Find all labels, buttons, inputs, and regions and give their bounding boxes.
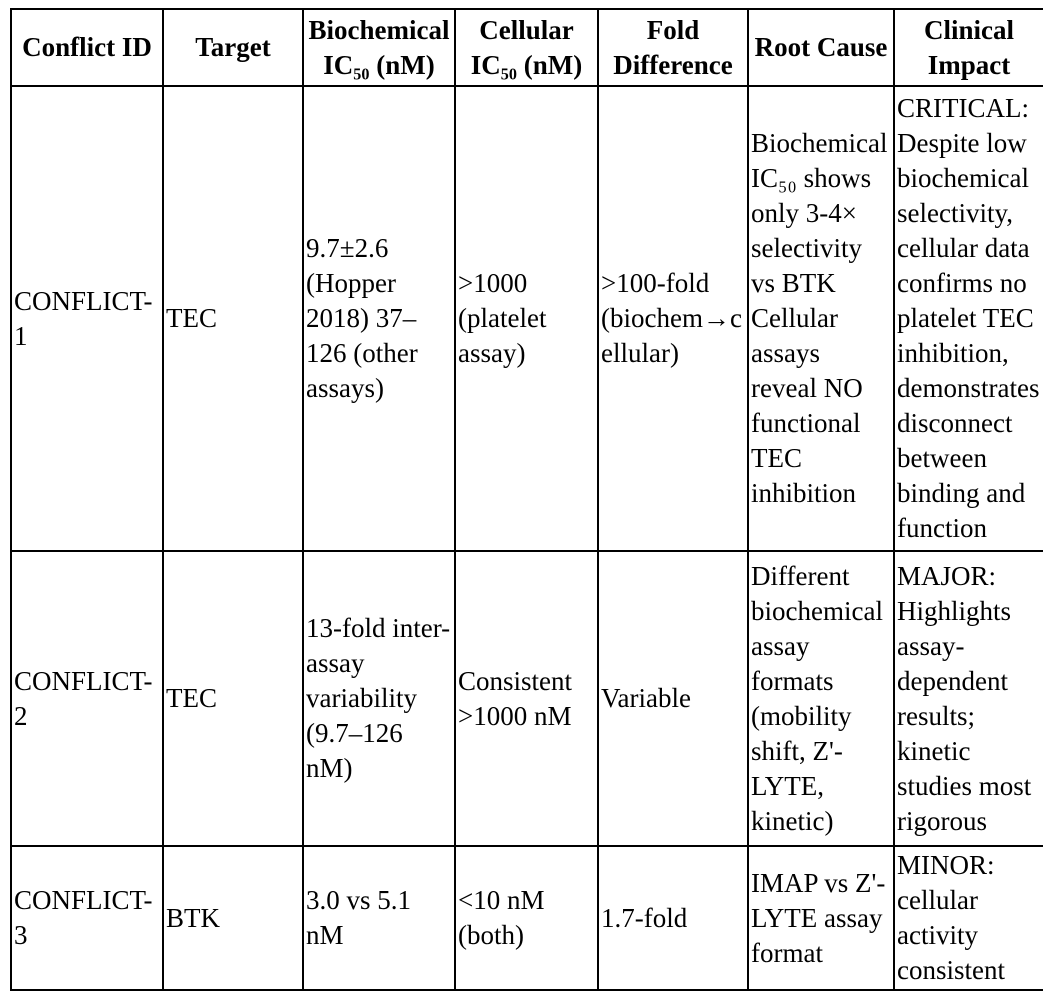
cell-root-cause: Different biochemical assay formats (mobility shift, Z'-LYTE, kinetic) [748, 551, 894, 846]
cell-cellular-ic50: Consistent >1000 nM [455, 551, 598, 846]
cell-root-cause: IMAP vs Z'-LYTE assay format [748, 846, 894, 990]
cell-fold-difference: 1.7-fold [598, 846, 748, 990]
cell-conflict-id: CONFLICT-1 [11, 86, 163, 551]
table-row [11, 86, 1043, 551]
header-clinical-impact: Clinical Impact [894, 9, 1043, 86]
cell-fold-difference: >100-fold (biochem→cellular) [598, 86, 748, 551]
header-root-cause: Root Cause [748, 9, 894, 86]
cell-conflict-id: CONFLICT-2 [11, 551, 163, 846]
cell-cellular-ic50: >1000 (platelet assay) [455, 86, 598, 551]
header-fold-difference: Fold Difference [598, 9, 748, 86]
cell-clinical-impact: MAJOR: Highlights assay-dependent results; kinetic studies most rigorous [894, 551, 1043, 846]
cell-biochemical-ic50: 13-fold inter-assay variability (9.7–126 nM) [303, 551, 455, 846]
cell-biochemical-ic50: 9.7±2.6 (Hopper 2018) 37–126 (other assays) [303, 86, 455, 551]
header-conflict-id: Conflict ID [11, 9, 163, 86]
cell-target: TEC [163, 86, 303, 551]
cell-target: TEC [163, 551, 303, 846]
cell-cellular-ic50: <10 nM (both) [455, 846, 598, 990]
table-header-row [11, 9, 1043, 86]
header-biochemical-ic50: Biochemical IC₅₀ (nM) [303, 9, 455, 86]
conflict-table [10, 8, 1043, 991]
cell-clinical-impact: MINOR: cellular activity consistent [894, 846, 1043, 990]
cell-target: BTK [163, 846, 303, 990]
cell-conflict-id: CONFLICT-3 [11, 846, 163, 990]
cell-biochemical-ic50: 3.0 vs 5.1 nM [303, 846, 455, 990]
cell-fold-difference: Variable [598, 551, 748, 846]
table-row [11, 846, 1043, 990]
header-cellular-ic50: Cellular IC₅₀ (nM) [455, 9, 598, 86]
cell-clinical-impact: CRITICAL: Despite low biochemical selectivity, cellular data confirms no platelet TEC inhibition, demonstrates disconnect between binding and function [894, 86, 1043, 551]
cell-root-cause: Biochemical IC₅₀ shows only 3-4× selectivity vs BTK Cellular assays reveal NO functional TEC inhibition [748, 86, 894, 551]
table-row [11, 551, 1043, 846]
header-target: Target [163, 9, 303, 86]
